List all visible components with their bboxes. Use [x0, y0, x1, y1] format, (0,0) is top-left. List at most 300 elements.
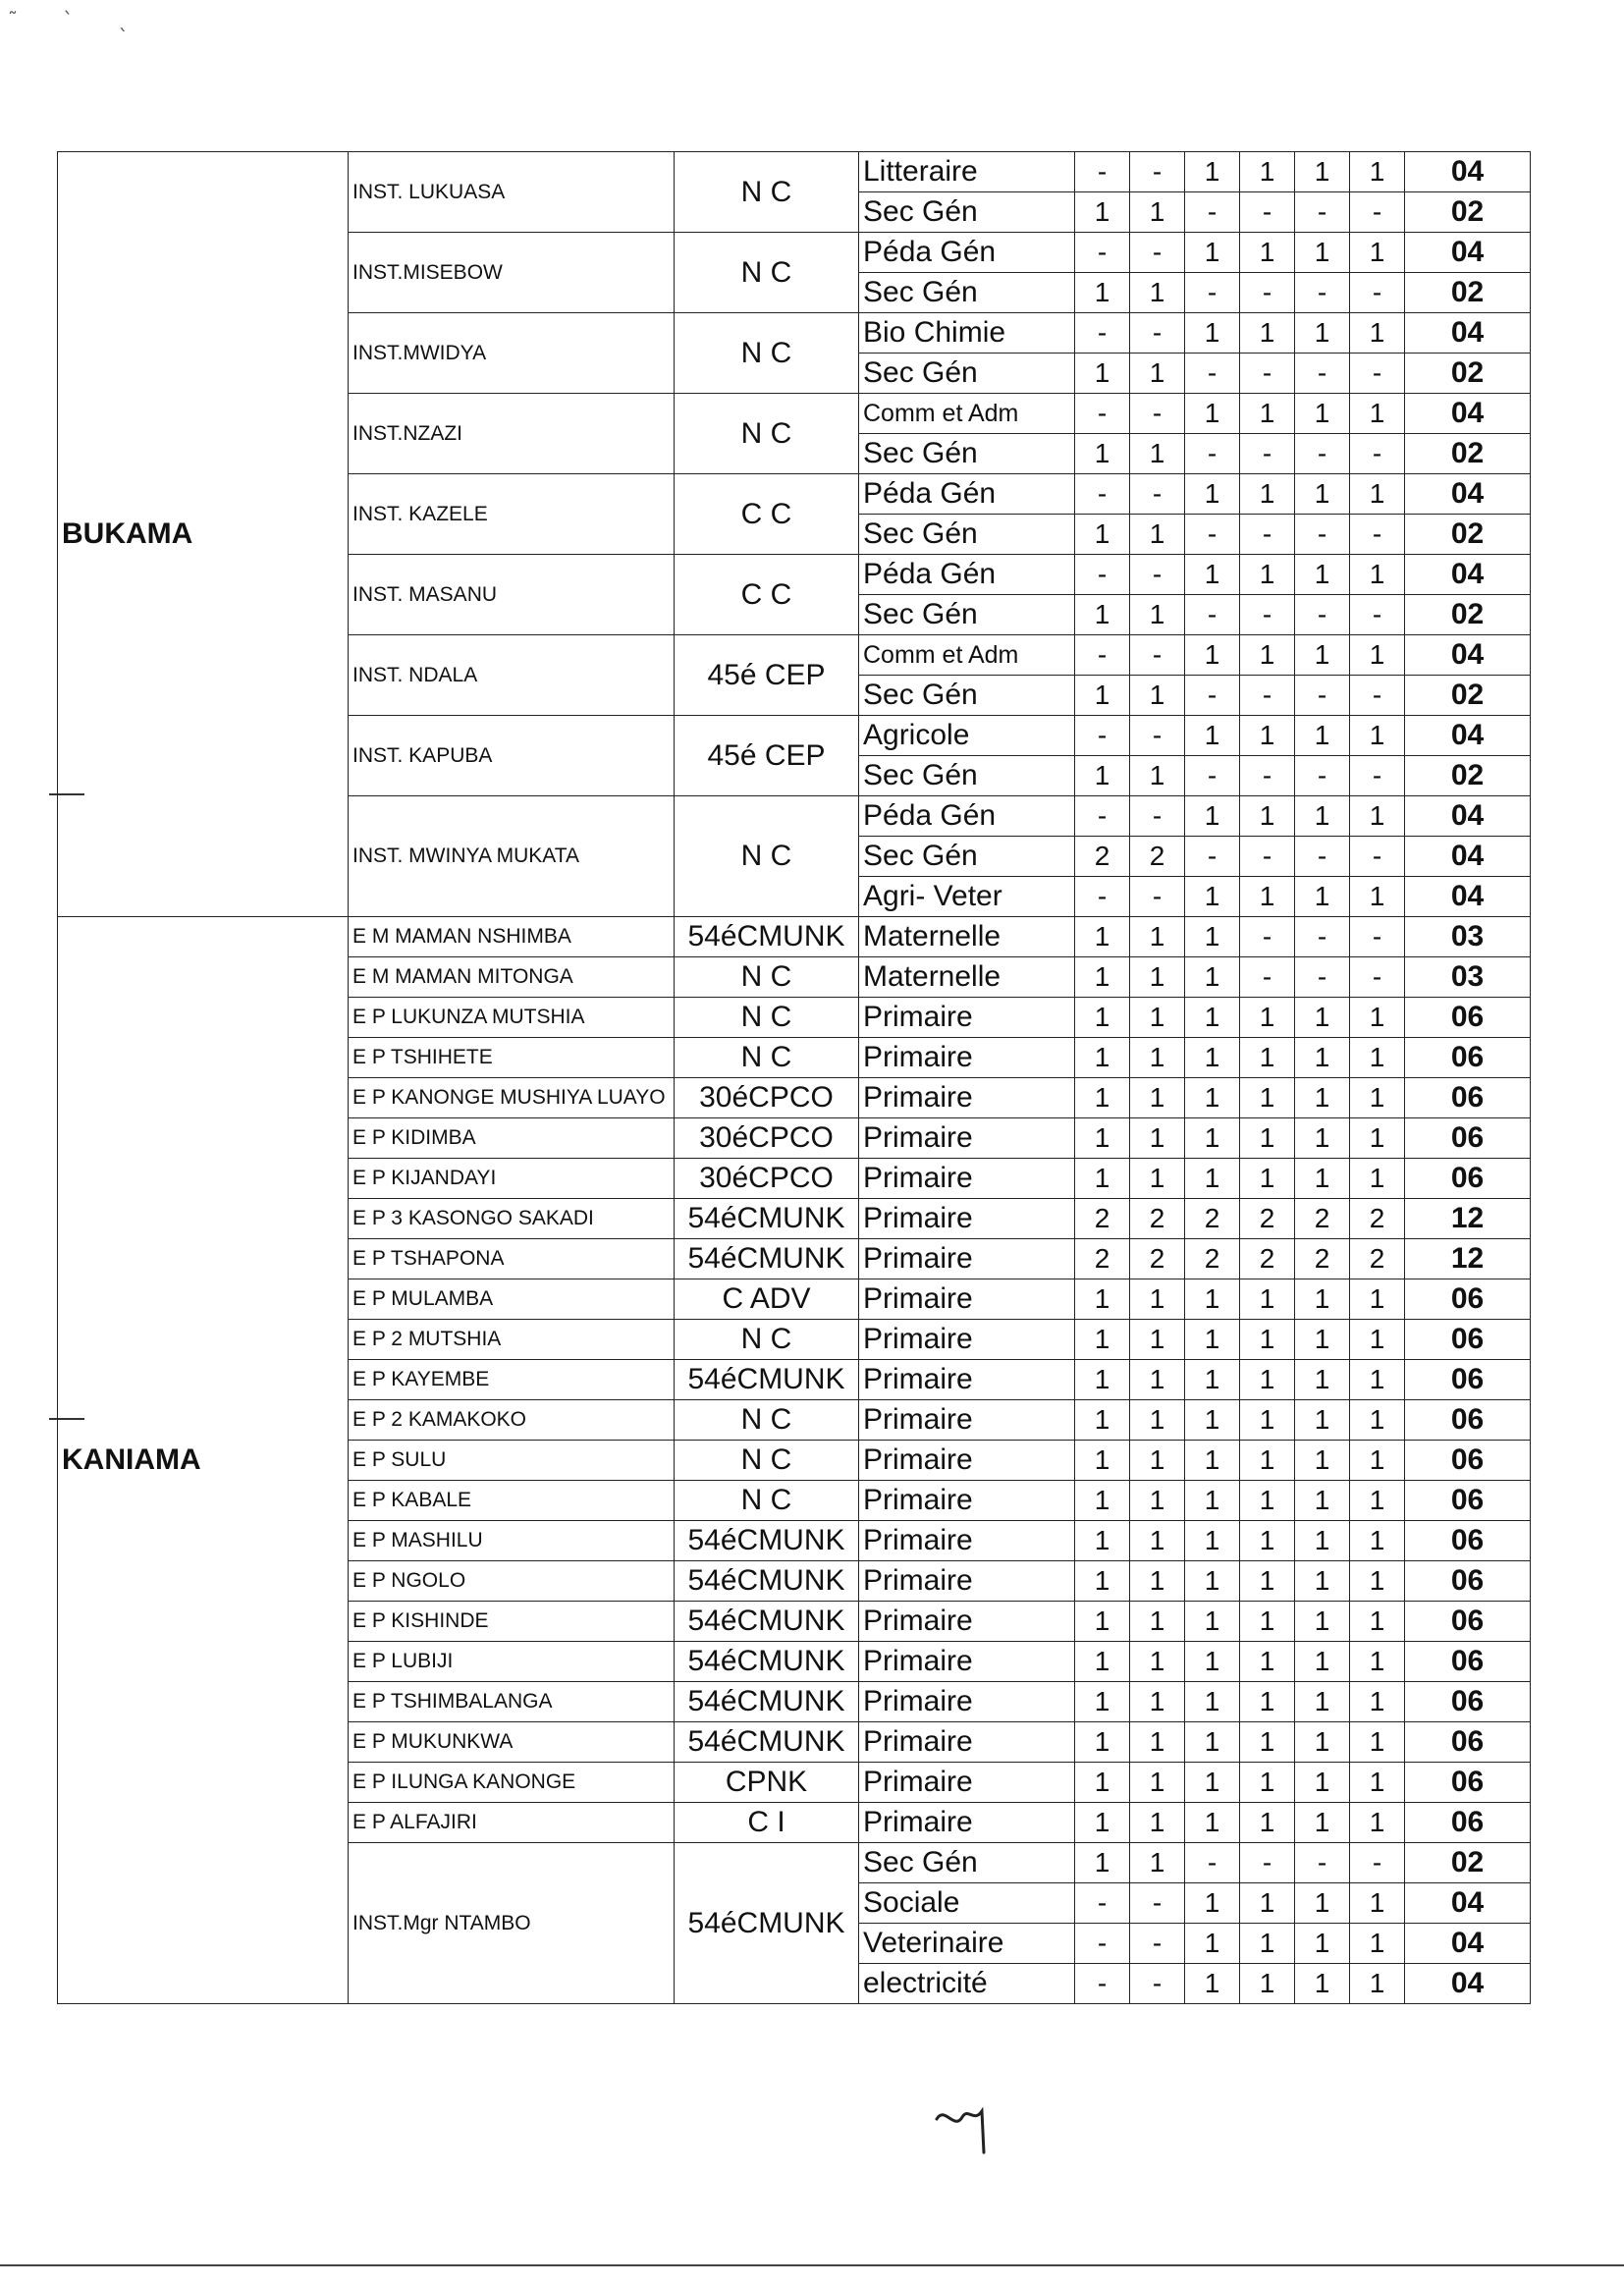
total-count: 06	[1405, 1561, 1531, 1602]
year-count: 1	[1130, 273, 1185, 313]
year-count: -	[1185, 434, 1240, 474]
total-count: 06	[1405, 1763, 1531, 1803]
school-name: E P TSHIMBALANGA	[349, 1682, 675, 1722]
year-count: 1	[1295, 1360, 1350, 1400]
year-count: 2	[1130, 837, 1185, 877]
year-count: 1	[1240, 1803, 1295, 1843]
year-count: 1	[1295, 1561, 1350, 1602]
year-count: 1	[1240, 152, 1295, 192]
year-count: 1	[1185, 1279, 1240, 1320]
year-count: -	[1075, 313, 1130, 354]
year-count: 1	[1295, 1118, 1350, 1159]
year-count: -	[1185, 1843, 1240, 1883]
year-count: 1	[1075, 354, 1130, 394]
year-count: 1	[1185, 152, 1240, 192]
total-count: 06	[1405, 1642, 1531, 1682]
year-count: 1	[1130, 957, 1185, 998]
year-count: 1	[1130, 917, 1185, 957]
section-name: Agri- Veter	[859, 877, 1075, 917]
school-name: E P KABALE	[349, 1481, 675, 1521]
year-count: -	[1295, 756, 1350, 796]
school-code: 54éCMUNK	[675, 1642, 859, 1682]
year-count: 1	[1075, 515, 1130, 555]
year-count: 1	[1075, 917, 1130, 957]
year-count: -	[1185, 756, 1240, 796]
year-count: 1	[1130, 1159, 1185, 1199]
year-count: 1	[1350, 1159, 1405, 1199]
school-name: E P MULAMBA	[349, 1279, 675, 1320]
year-count: 1	[1350, 394, 1405, 434]
year-count: 1	[1185, 313, 1240, 354]
year-count: 1	[1350, 796, 1405, 837]
total-count: 02	[1405, 515, 1531, 555]
year-count: 1	[1130, 1078, 1185, 1118]
year-count: 2	[1185, 1239, 1240, 1279]
year-count: 1	[1350, 635, 1405, 676]
year-count: -	[1130, 152, 1185, 192]
section-name: Primaire	[859, 1722, 1075, 1763]
year-count: 1	[1240, 998, 1295, 1038]
total-count: 04	[1405, 394, 1531, 434]
year-count: 1	[1240, 1360, 1295, 1400]
total-count: 03	[1405, 957, 1531, 998]
year-count: 1	[1240, 716, 1295, 756]
total-count: 04	[1405, 474, 1531, 515]
year-count: -	[1130, 555, 1185, 595]
year-count: 1	[1075, 1320, 1130, 1360]
year-count: 1	[1075, 1159, 1130, 1199]
total-count: 06	[1405, 1400, 1531, 1441]
year-count: 1	[1295, 313, 1350, 354]
year-count: -	[1350, 434, 1405, 474]
school-code: C I	[675, 1803, 859, 1843]
year-count: -	[1075, 555, 1130, 595]
year-count: 1	[1185, 1682, 1240, 1722]
section-name: Primaire	[859, 1521, 1075, 1561]
year-count: -	[1240, 273, 1295, 313]
year-count: -	[1350, 957, 1405, 998]
year-count: 1	[1295, 1159, 1350, 1199]
total-count: 04	[1405, 635, 1531, 676]
year-count: -	[1185, 837, 1240, 877]
year-count: 1	[1130, 756, 1185, 796]
year-count: 1	[1130, 1602, 1185, 1642]
year-count: 1	[1130, 354, 1185, 394]
section-name: Primaire	[859, 1763, 1075, 1803]
year-count: 1	[1185, 394, 1240, 434]
school-code: 54éCMUNK	[675, 1360, 859, 1400]
year-count: 1	[1075, 1360, 1130, 1400]
section-name: Primaire	[859, 1602, 1075, 1642]
year-count: 1	[1350, 1078, 1405, 1118]
year-count: 1	[1185, 635, 1240, 676]
year-count: 1	[1075, 1279, 1130, 1320]
year-count: 2	[1350, 1239, 1405, 1279]
year-count: 1	[1350, 1722, 1405, 1763]
year-count: 1	[1295, 998, 1350, 1038]
school-code: C C	[675, 555, 859, 635]
school-name: INST. NDALA	[349, 635, 675, 716]
year-count: 1	[1350, 1521, 1405, 1561]
year-count: -	[1295, 192, 1350, 233]
year-count: 1	[1130, 1360, 1185, 1400]
year-count: 1	[1185, 1078, 1240, 1118]
school-code: N C	[675, 313, 859, 394]
year-count: 1	[1350, 555, 1405, 595]
section-name: Primaire	[859, 1078, 1075, 1118]
section-name: Primaire	[859, 1441, 1075, 1481]
year-count: 1	[1185, 877, 1240, 917]
school-code: 54éCMUNK	[675, 1199, 859, 1239]
year-count: 1	[1185, 1441, 1240, 1481]
year-count: 1	[1075, 1118, 1130, 1159]
school-name: E M MAMAN MITONGA	[349, 957, 675, 998]
year-count: 1	[1130, 1803, 1185, 1843]
year-count: 1	[1240, 1320, 1295, 1360]
year-count: 1	[1295, 796, 1350, 837]
section-name: Primaire	[859, 1400, 1075, 1441]
school-code: 54éCMUNK	[675, 1843, 859, 2004]
year-count: 1	[1075, 1400, 1130, 1441]
year-count: 1	[1295, 1924, 1350, 1964]
year-count: 1	[1240, 1682, 1295, 1722]
year-count: 1	[1185, 1722, 1240, 1763]
year-count: 1	[1130, 1561, 1185, 1602]
year-count: 1	[1130, 1481, 1185, 1521]
year-count: 1	[1240, 1159, 1295, 1199]
year-count: -	[1185, 515, 1240, 555]
year-count: 1	[1350, 1602, 1405, 1642]
year-count: 1	[1130, 1642, 1185, 1682]
school-name: E P ALFAJIRI	[349, 1803, 675, 1843]
section-name: Primaire	[859, 1360, 1075, 1400]
year-count: 1	[1350, 1924, 1405, 1964]
total-count: 06	[1405, 1682, 1531, 1722]
year-count: 2	[1130, 1199, 1185, 1239]
section-name: Veterinaire	[859, 1924, 1075, 1964]
year-count: 1	[1240, 635, 1295, 676]
school-code: N C	[675, 233, 859, 313]
section-name: Primaire	[859, 1038, 1075, 1078]
total-count: 04	[1405, 313, 1531, 354]
year-count: 1	[1185, 474, 1240, 515]
year-count: 1	[1240, 1118, 1295, 1159]
total-count: 06	[1405, 1360, 1531, 1400]
school-name: E P KIDIMBA	[349, 1118, 675, 1159]
year-count: 1	[1185, 1803, 1240, 1843]
section-name: Péda Gén	[859, 796, 1075, 837]
year-count: 1	[1240, 1642, 1295, 1682]
section-name: Sec Gén	[859, 273, 1075, 313]
total-count: 04	[1405, 877, 1531, 917]
year-count: 1	[1350, 313, 1405, 354]
total-count: 04	[1405, 837, 1531, 877]
region-name: KANIAMA	[58, 917, 349, 2004]
year-count: -	[1295, 354, 1350, 394]
year-count: 1	[1240, 233, 1295, 273]
year-count: 1	[1130, 1682, 1185, 1722]
school-name: E P 2 MUTSHIA	[349, 1320, 675, 1360]
year-count: 1	[1185, 1521, 1240, 1561]
year-count: 1	[1295, 1803, 1350, 1843]
year-count: -	[1130, 1964, 1185, 2004]
year-count: 2	[1130, 1239, 1185, 1279]
year-count: 1	[1240, 796, 1295, 837]
total-count: 04	[1405, 233, 1531, 273]
year-count: 1	[1130, 1038, 1185, 1078]
section-name: Comm et Adm	[859, 394, 1075, 434]
total-count: 02	[1405, 756, 1531, 796]
total-count: 04	[1405, 555, 1531, 595]
school-code: 30éCPCO	[675, 1159, 859, 1199]
school-name: INST.MISEBOW	[349, 233, 675, 313]
school-code: 45é CEP	[675, 716, 859, 796]
school-name: E P LUKUNZA MUTSHIA	[349, 998, 675, 1038]
year-count: 1	[1185, 233, 1240, 273]
school-name: E P MUKUNKWA	[349, 1722, 675, 1763]
section-name: Primaire	[859, 1159, 1075, 1199]
section-name: Primaire	[859, 998, 1075, 1038]
year-count: 1	[1185, 1763, 1240, 1803]
total-count: 06	[1405, 1441, 1531, 1481]
year-count: -	[1075, 796, 1130, 837]
year-count: -	[1350, 837, 1405, 877]
year-count: 1	[1350, 1279, 1405, 1320]
section-name: Péda Gén	[859, 474, 1075, 515]
school-name: INST. KAZELE	[349, 474, 675, 555]
year-count: 1	[1350, 1320, 1405, 1360]
school-name: E M MAMAN NSHIMBA	[349, 917, 675, 957]
year-count: -	[1075, 152, 1130, 192]
section-name: electricité	[859, 1964, 1075, 2004]
year-count: -	[1185, 595, 1240, 635]
section-name: Péda Gén	[859, 233, 1075, 273]
year-count: 2	[1075, 837, 1130, 877]
year-count: 1	[1130, 1521, 1185, 1561]
total-count: 04	[1405, 796, 1531, 837]
school-code: 30éCPCO	[675, 1078, 859, 1118]
year-count: 1	[1240, 1964, 1295, 2004]
year-count: 1	[1185, 716, 1240, 756]
year-count: -	[1075, 716, 1130, 756]
year-count: 1	[1350, 998, 1405, 1038]
year-count: 1	[1240, 394, 1295, 434]
year-count: -	[1130, 1924, 1185, 1964]
year-count: -	[1295, 434, 1350, 474]
year-count: 1	[1295, 1320, 1350, 1360]
year-count: 1	[1075, 1078, 1130, 1118]
year-count: -	[1295, 917, 1350, 957]
year-count: -	[1350, 1843, 1405, 1883]
year-count: 1	[1350, 1561, 1405, 1602]
year-count: 1	[1130, 676, 1185, 716]
year-count: 1	[1075, 1602, 1130, 1642]
total-count: 04	[1405, 152, 1531, 192]
section-name: Sec Gén	[859, 434, 1075, 474]
section-name: Bio Chimie	[859, 313, 1075, 354]
year-count: 1	[1350, 1360, 1405, 1400]
year-count: 2	[1240, 1199, 1295, 1239]
section-name: Sec Gén	[859, 837, 1075, 877]
year-count: 1	[1350, 1038, 1405, 1078]
table-row	[58, 152, 1531, 192]
year-count: 1	[1240, 1521, 1295, 1561]
school-code: N C	[675, 1400, 859, 1441]
year-count: -	[1130, 474, 1185, 515]
year-count: 1	[1075, 756, 1130, 796]
year-count: -	[1075, 877, 1130, 917]
year-count: -	[1075, 233, 1130, 273]
year-count: 1	[1240, 1924, 1295, 1964]
year-count: 1	[1295, 233, 1350, 273]
school-code: N C	[675, 152, 859, 233]
year-count: 1	[1350, 877, 1405, 917]
year-count: -	[1130, 394, 1185, 434]
school-name: E P KAYEMBE	[349, 1360, 675, 1400]
year-count: 1	[1185, 1400, 1240, 1441]
school-code: N C	[675, 394, 859, 474]
year-count: 2	[1240, 1239, 1295, 1279]
year-count: -	[1075, 1883, 1130, 1924]
year-count: 1	[1350, 1763, 1405, 1803]
year-count: -	[1130, 796, 1185, 837]
year-count: 1	[1350, 1803, 1405, 1843]
year-count: -	[1130, 877, 1185, 917]
school-schedule-table	[57, 151, 1531, 2004]
school-name: INST. KAPUBA	[349, 716, 675, 796]
year-count: 1	[1295, 474, 1350, 515]
total-count: 06	[1405, 1722, 1531, 1763]
year-count: -	[1240, 837, 1295, 877]
year-count: -	[1075, 474, 1130, 515]
year-count: 1	[1185, 1038, 1240, 1078]
year-count: 1	[1185, 998, 1240, 1038]
school-code: C C	[675, 474, 859, 555]
year-count: 1	[1240, 555, 1295, 595]
year-count: 1	[1295, 877, 1350, 917]
year-count: -	[1295, 595, 1350, 635]
section-name: Primaire	[859, 1118, 1075, 1159]
year-count: 1	[1075, 1682, 1130, 1722]
year-count: 1	[1185, 957, 1240, 998]
year-count: 1	[1240, 1400, 1295, 1441]
year-count: 1	[1185, 796, 1240, 837]
school-name: E P LUBIJI	[349, 1642, 675, 1682]
school-name: E P 2 KAMAKOKO	[349, 1400, 675, 1441]
year-count: 1	[1295, 1078, 1350, 1118]
year-count: 1	[1350, 474, 1405, 515]
school-code: 54éCMUNK	[675, 1722, 859, 1763]
section-name: Sec Gén	[859, 354, 1075, 394]
total-count: 06	[1405, 1038, 1531, 1078]
year-count: 1	[1295, 1682, 1350, 1722]
year-count: 1	[1130, 1763, 1185, 1803]
year-count: 1	[1185, 1481, 1240, 1521]
year-count: 1	[1240, 1441, 1295, 1481]
year-count: -	[1130, 313, 1185, 354]
year-count: 1	[1240, 474, 1295, 515]
school-code: N C	[675, 998, 859, 1038]
year-count: -	[1075, 1964, 1130, 2004]
year-count: 1	[1295, 716, 1350, 756]
year-count: 1	[1075, 1763, 1130, 1803]
year-count: 1	[1130, 1279, 1185, 1320]
year-count: 1	[1185, 1118, 1240, 1159]
total-count: 06	[1405, 1118, 1531, 1159]
school-code: 54éCMUNK	[675, 1239, 859, 1279]
year-count: 1	[1350, 152, 1405, 192]
year-count: 1	[1295, 1400, 1350, 1441]
year-count: 1	[1295, 1964, 1350, 2004]
section-name: Maternelle	[859, 957, 1075, 998]
total-count: 06	[1405, 1320, 1531, 1360]
year-count: 1	[1350, 1400, 1405, 1441]
year-count: 1	[1240, 1763, 1295, 1803]
school-code: CPNK	[675, 1763, 859, 1803]
year-count: 1	[1130, 1843, 1185, 1883]
school-name: E P MASHILU	[349, 1521, 675, 1561]
year-count: 1	[1130, 595, 1185, 635]
year-count: -	[1240, 192, 1295, 233]
year-count: 1	[1295, 1602, 1350, 1642]
year-count: -	[1295, 273, 1350, 313]
year-count: -	[1130, 1883, 1185, 1924]
section-name: Primaire	[859, 1320, 1075, 1360]
section-name: Primaire	[859, 1481, 1075, 1521]
year-count: 2	[1075, 1239, 1130, 1279]
year-count: 1	[1130, 515, 1185, 555]
year-count: 1	[1075, 1803, 1130, 1843]
year-count: 1	[1130, 1722, 1185, 1763]
section-name: Sec Gén	[859, 515, 1075, 555]
year-count: -	[1295, 676, 1350, 716]
section-name: Sec Gén	[859, 595, 1075, 635]
school-code: C ADV	[675, 1279, 859, 1320]
year-count: 1	[1130, 192, 1185, 233]
year-count: 1	[1240, 1078, 1295, 1118]
section-name: Sec Gén	[859, 1843, 1075, 1883]
year-count: -	[1240, 354, 1295, 394]
school-name: E P NGOLO	[349, 1561, 675, 1602]
school-name: E P KANONGE MUSHIYA LUAYO	[349, 1078, 675, 1118]
year-count: 1	[1350, 1118, 1405, 1159]
section-name: Agricole	[859, 716, 1075, 756]
year-count: 1	[1130, 1441, 1185, 1481]
total-count: 06	[1405, 1279, 1531, 1320]
total-count: 02	[1405, 1843, 1531, 1883]
section-name: Sec Gén	[859, 676, 1075, 716]
year-count: 1	[1130, 998, 1185, 1038]
year-count: 1	[1350, 1481, 1405, 1521]
year-count: 1	[1350, 716, 1405, 756]
section-name: Primaire	[859, 1199, 1075, 1239]
section-name: Péda Gén	[859, 555, 1075, 595]
year-count: -	[1350, 273, 1405, 313]
school-code: 54éCMUNK	[675, 917, 859, 957]
school-code: 54éCMUNK	[675, 1602, 859, 1642]
year-count: -	[1295, 957, 1350, 998]
year-count: 1	[1075, 1642, 1130, 1682]
year-count: 1	[1240, 1883, 1295, 1924]
total-count: 06	[1405, 1159, 1531, 1199]
year-count: -	[1240, 917, 1295, 957]
school-name: E P KISHINDE	[349, 1602, 675, 1642]
year-count: 1	[1350, 1441, 1405, 1481]
year-count: 1	[1075, 998, 1130, 1038]
handwritten-signature	[931, 2101, 1000, 2160]
year-count: -	[1130, 716, 1185, 756]
year-count: -	[1350, 595, 1405, 635]
